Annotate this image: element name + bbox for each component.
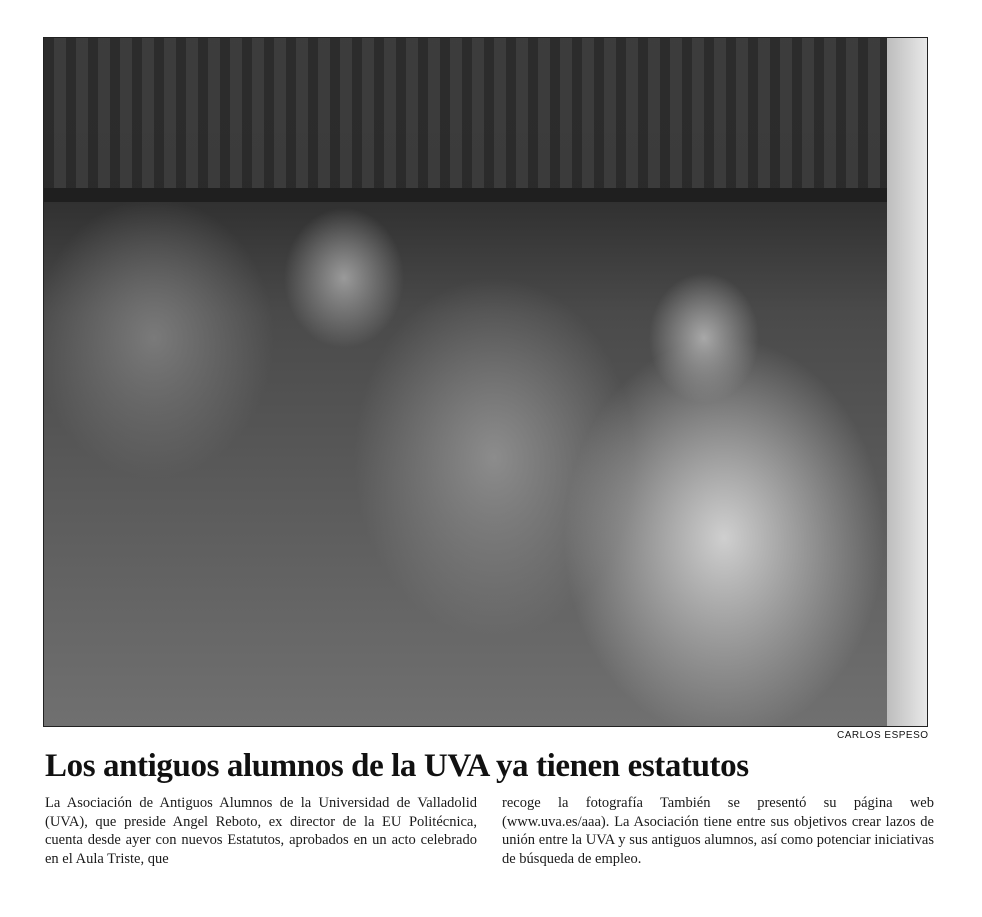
wooden-bench-backdrop (44, 38, 927, 198)
article-headline: Los antiguos alumnos de la UVA ya tienen estatutos (45, 748, 749, 784)
audience-photo (43, 37, 928, 727)
bench-rail (44, 188, 927, 202)
column-pillar (887, 38, 927, 726)
photo-credit: CARLOS ESPESO (837, 730, 929, 741)
article-body-column-1: La Asociación de Antiguos Alumnos de la Universidad de Valladolid (UVA), que preside Angel Reboto, ex director de la EU Politécnica, cuenta desde ayer con nuevos Estatutos, aprobados en un acto celebrado en el Aula Triste, que (45, 795, 477, 867)
article-body-column-2: recoge la fotografía También se presentó su página web (www.uva.es/aaa). La Asociación tiene entre sus objetivos crear lazos de unión entre la UVA y sus antiguos alumnos, así como potenciar iniciativas de búsqueda de empleo. (502, 795, 934, 867)
